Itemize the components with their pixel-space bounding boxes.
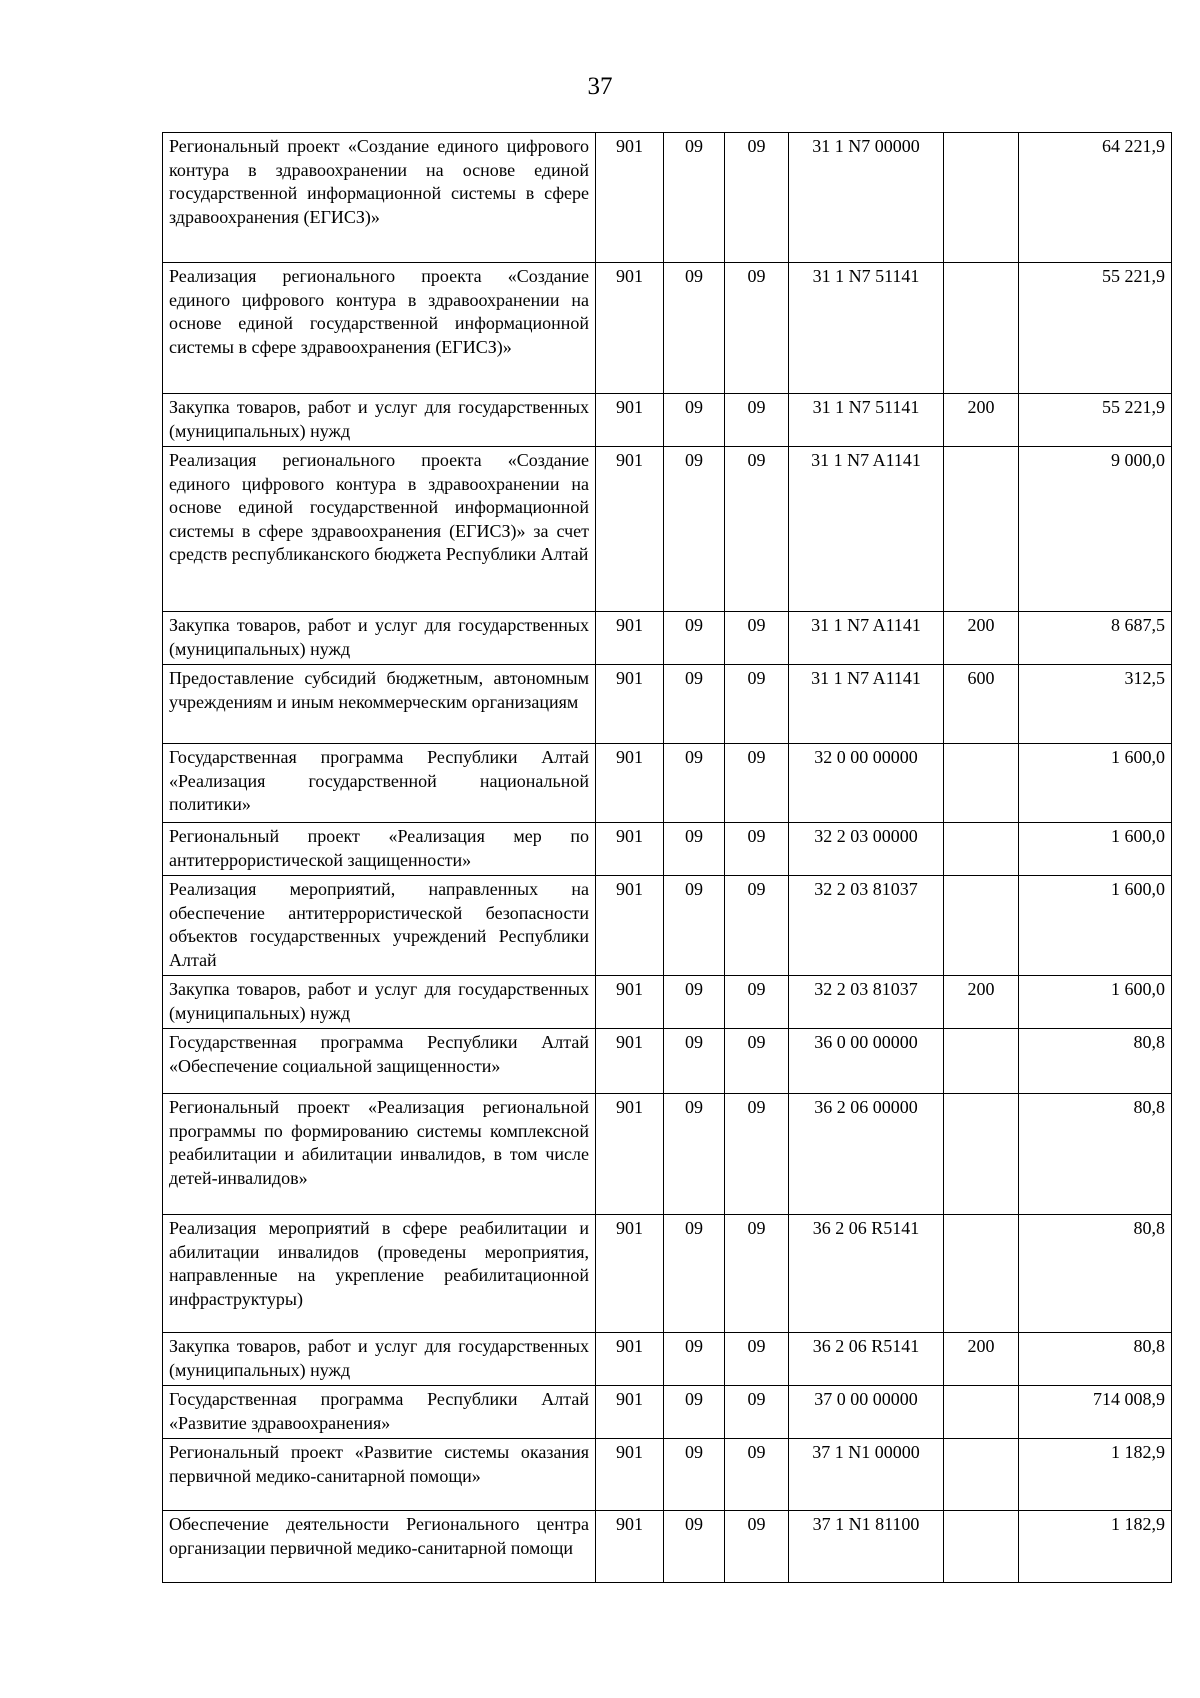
row-grbs: 901 <box>596 133 664 263</box>
table-row <box>163 823 1172 876</box>
row-name: Государственная программа Республики Алтай «Обеспечение социальной защищенности» <box>163 1029 596 1094</box>
row-section: 09 <box>664 394 725 447</box>
row-grbs: 901 <box>596 744 664 823</box>
row-grbs: 901 <box>596 447 664 612</box>
row-target-article: 31 1 N7 51141 <box>789 263 944 394</box>
row-name: Региональный проект «Реализация мер по антитеррористической защищенности» <box>163 823 596 876</box>
row-amount: 8 687,5 <box>1019 612 1172 665</box>
row-section: 09 <box>664 447 725 612</box>
row-expense-type <box>944 1094 1019 1215</box>
row-subsection: 09 <box>725 876 789 976</box>
row-amount: 80,8 <box>1019 1333 1172 1386</box>
row-subsection: 09 <box>725 1215 789 1333</box>
row-grbs: 901 <box>596 263 664 394</box>
row-expense-type <box>944 823 1019 876</box>
row-section: 09 <box>664 976 725 1029</box>
row-amount: 1 182,9 <box>1019 1439 1172 1511</box>
row-target-article: 36 2 06 R5141 <box>789 1215 944 1333</box>
row-target-article: 36 2 06 R5141 <box>789 1333 944 1386</box>
table-row <box>163 447 1172 612</box>
row-section: 09 <box>664 665 725 744</box>
budget-table <box>162 132 1172 1583</box>
table-row <box>163 744 1172 823</box>
row-expense-type: 200 <box>944 612 1019 665</box>
row-name: Реализация мероприятий в сфере реабилитации и абилитации инвалидов (проведены мероприятия, направленные на укрепление реабилитационной инфраструктуры) <box>163 1215 596 1333</box>
row-expense-type: 600 <box>944 665 1019 744</box>
row-grbs: 901 <box>596 876 664 976</box>
row-subsection: 09 <box>725 744 789 823</box>
table-row <box>163 976 1172 1029</box>
table-row <box>163 612 1172 665</box>
row-subsection: 09 <box>725 1439 789 1511</box>
row-section: 09 <box>664 612 725 665</box>
table-row <box>163 263 1172 394</box>
row-subsection: 09 <box>725 263 789 394</box>
row-amount: 1 600,0 <box>1019 823 1172 876</box>
row-name: Государственная программа Республики Алтай «Развитие здравоохранения» <box>163 1386 596 1439</box>
row-expense-type: 200 <box>944 394 1019 447</box>
row-target-article: 32 2 03 00000 <box>789 823 944 876</box>
table-row <box>163 665 1172 744</box>
row-name: Предоставление субсидий бюджетным, автономным учреждениям и иным некоммерческим организациям <box>163 665 596 744</box>
row-target-article: 31 1 N7 A1141 <box>789 447 944 612</box>
row-name: Закупка товаров, работ и услуг для государственных (муниципальных) нужд <box>163 394 596 447</box>
row-name: Региональный проект «Развитие системы оказания первичной медико-санитарной помощи» <box>163 1439 596 1511</box>
table-row <box>163 1439 1172 1511</box>
row-name: Реализация регионального проекта «Создание единого цифрового контура в здравоохранении на основе единой государственной информационной системы в сфере здравоохранения (ЕГИСЗ)» за счет средств республиканского бюджета Республики Алтай <box>163 447 596 612</box>
row-section: 09 <box>664 263 725 394</box>
row-expense-type <box>944 1439 1019 1511</box>
row-section: 09 <box>664 1386 725 1439</box>
page-number: 37 <box>587 73 613 100</box>
row-name: Государственная программа Республики Алтай «Реализация государственной национальной политики» <box>163 744 596 823</box>
row-amount: 80,8 <box>1019 1094 1172 1215</box>
table-row <box>163 876 1172 976</box>
row-expense-type <box>944 1029 1019 1094</box>
row-section: 09 <box>664 1029 725 1094</box>
row-expense-type <box>944 1511 1019 1583</box>
row-expense-type <box>944 133 1019 263</box>
row-grbs: 901 <box>596 1386 664 1439</box>
row-name: Реализация мероприятий, направленных на обеспечение антитеррористической безопасности объектов государственных учреждений Республики Алтай <box>163 876 596 976</box>
row-name: Региональный проект «Реализация региональной программы по формированию системы комплексной реабилитации и абилитации инвалидов, в том числе детей-инвалидов» <box>163 1094 596 1215</box>
table-row <box>163 133 1172 263</box>
row-grbs: 901 <box>596 976 664 1029</box>
row-subsection: 09 <box>725 447 789 612</box>
row-expense-type <box>944 263 1019 394</box>
row-section: 09 <box>664 1215 725 1333</box>
table-row <box>163 1386 1172 1439</box>
row-name: Региональный проект «Создание единого цифрового контура в здравоохранении на основе единой государственной информационной системы в сфере здравоохранения (ЕГИСЗ)» <box>163 133 596 263</box>
row-target-article: 36 0 00 00000 <box>789 1029 944 1094</box>
table-row <box>163 1029 1172 1094</box>
row-amount: 64 221,9 <box>1019 133 1172 263</box>
row-target-article: 37 1 N1 81100 <box>789 1511 944 1583</box>
row-amount: 80,8 <box>1019 1215 1172 1333</box>
table-row <box>163 394 1172 447</box>
row-grbs: 901 <box>596 1094 664 1215</box>
row-expense-type <box>944 744 1019 823</box>
row-subsection: 09 <box>725 133 789 263</box>
row-target-article: 31 1 N7 A1141 <box>789 612 944 665</box>
row-target-article: 36 2 06 00000 <box>789 1094 944 1215</box>
row-target-article: 31 1 N7 A1141 <box>789 665 944 744</box>
row-subsection: 09 <box>725 665 789 744</box>
row-target-article: 37 1 N1 00000 <box>789 1439 944 1511</box>
row-section: 09 <box>664 744 725 823</box>
row-amount: 312,5 <box>1019 665 1172 744</box>
row-name: Закупка товаров, работ и услуг для государственных (муниципальных) нужд <box>163 1333 596 1386</box>
row-grbs: 901 <box>596 1511 664 1583</box>
row-grbs: 901 <box>596 612 664 665</box>
row-subsection: 09 <box>725 976 789 1029</box>
row-expense-type <box>944 447 1019 612</box>
row-grbs: 901 <box>596 1439 664 1511</box>
table-row <box>163 1511 1172 1583</box>
row-grbs: 901 <box>596 1333 664 1386</box>
row-amount: 1 600,0 <box>1019 744 1172 823</box>
row-target-article: 31 1 N7 00000 <box>789 133 944 263</box>
row-expense-type <box>944 876 1019 976</box>
row-target-article: 31 1 N7 51141 <box>789 394 944 447</box>
row-grbs: 901 <box>596 1215 664 1333</box>
table-row <box>163 1333 1172 1386</box>
row-target-article: 32 2 03 81037 <box>789 876 944 976</box>
row-grbs: 901 <box>596 665 664 744</box>
row-subsection: 09 <box>725 1386 789 1439</box>
row-section: 09 <box>664 1333 725 1386</box>
row-amount: 55 221,9 <box>1019 394 1172 447</box>
row-subsection: 09 <box>725 1094 789 1215</box>
row-section: 09 <box>664 133 725 263</box>
row-grbs: 901 <box>596 823 664 876</box>
row-subsection: 09 <box>725 394 789 447</box>
row-subsection: 09 <box>725 1511 789 1583</box>
row-expense-type: 200 <box>944 976 1019 1029</box>
row-section: 09 <box>664 1511 725 1583</box>
row-expense-type <box>944 1215 1019 1333</box>
row-section: 09 <box>664 1094 725 1215</box>
row-subsection: 09 <box>725 823 789 876</box>
row-name: Закупка товаров, работ и услуг для государственных (муниципальных) нужд <box>163 976 596 1029</box>
row-section: 09 <box>664 823 725 876</box>
row-amount: 1 600,0 <box>1019 976 1172 1029</box>
row-grbs: 901 <box>596 394 664 447</box>
table-row <box>163 1094 1172 1215</box>
row-amount: 1 600,0 <box>1019 876 1172 976</box>
table-row <box>163 1215 1172 1333</box>
row-name: Обеспечение деятельности Регионального центра организации первичной медико-санитарной помощи <box>163 1511 596 1583</box>
row-name: Закупка товаров, работ и услуг для государственных (муниципальных) нужд <box>163 612 596 665</box>
row-amount: 9 000,0 <box>1019 447 1172 612</box>
row-expense-type <box>944 1386 1019 1439</box>
row-target-article: 32 2 03 81037 <box>789 976 944 1029</box>
row-amount: 80,8 <box>1019 1029 1172 1094</box>
row-target-article: 32 0 00 00000 <box>789 744 944 823</box>
row-expense-type: 200 <box>944 1333 1019 1386</box>
row-grbs: 901 <box>596 1029 664 1094</box>
row-amount: 1 182,9 <box>1019 1511 1172 1583</box>
row-subsection: 09 <box>725 612 789 665</box>
row-section: 09 <box>664 1439 725 1511</box>
row-subsection: 09 <box>725 1333 789 1386</box>
row-amount: 55 221,9 <box>1019 263 1172 394</box>
row-subsection: 09 <box>725 1029 789 1094</box>
row-target-article: 37 0 00 00000 <box>789 1386 944 1439</box>
row-section: 09 <box>664 876 725 976</box>
row-name: Реализация регионального проекта «Создание единого цифрового контура в здравоохранении на основе единой государственной информационной системы в сфере здравоохранения (ЕГИСЗ)» <box>163 263 596 394</box>
row-amount: 714 008,9 <box>1019 1386 1172 1439</box>
